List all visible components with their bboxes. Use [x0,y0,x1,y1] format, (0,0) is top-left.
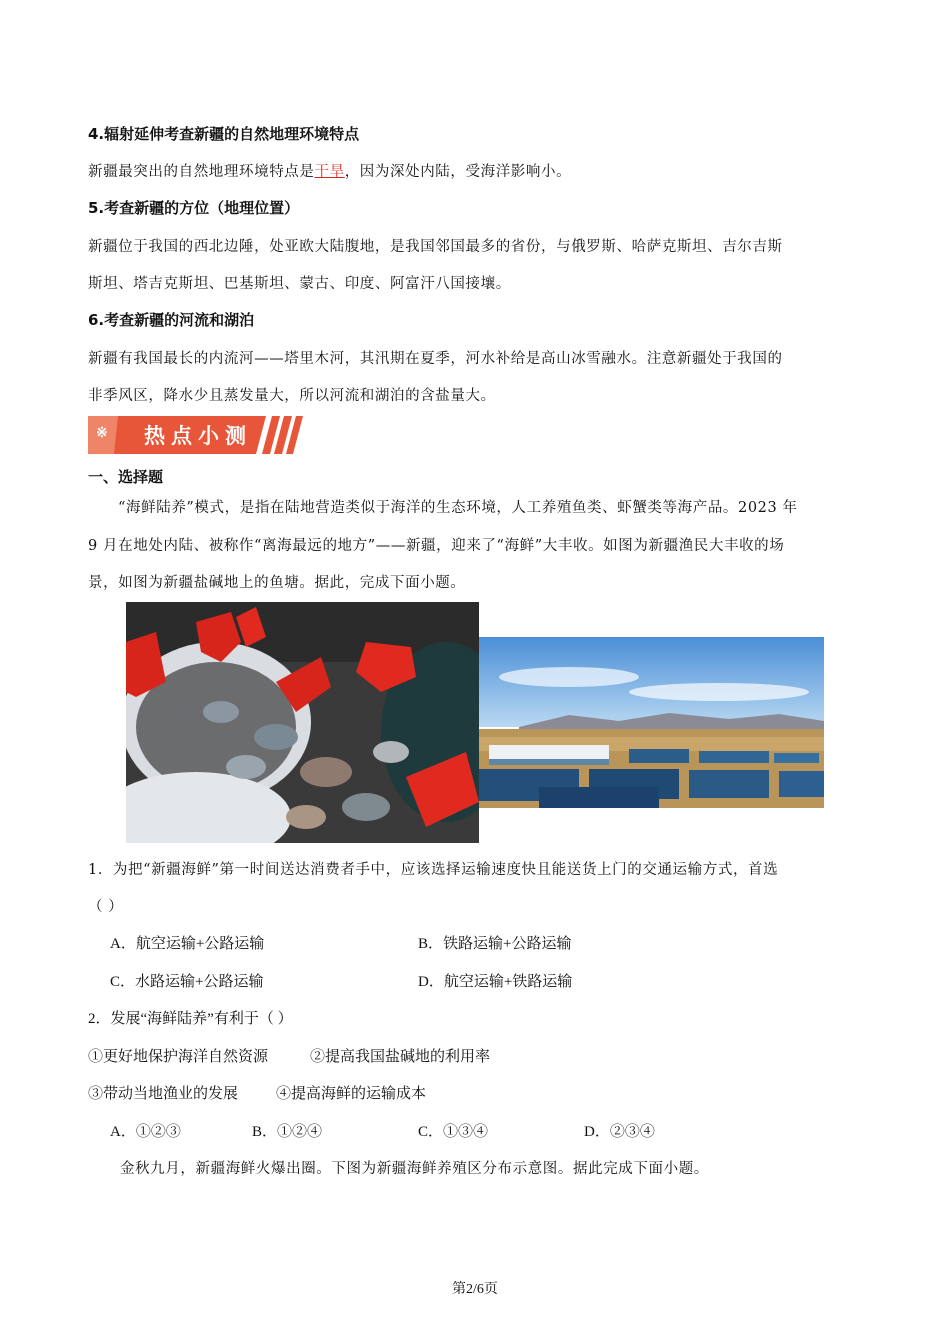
banner-star-icon: ※ [96,425,108,441]
question-2-statement-1: ①更好地保护海洋自然资源 [88,1049,269,1065]
crab-harvest-photo [126,602,479,843]
question-1-option-a: A．航空运输+公路运输 [110,936,265,952]
quiz-intro-line-3: 景，如图为新疆盐碱地上的鱼塘。据此，完成下面小题。 [88,575,466,591]
quiz-intro-line-2: 9 月在地处内陆、被称作“离海最远的地方”——新疆，迎来了“海鲜”大丰收。如图为新疆渔民大丰收的场 [88,538,785,554]
section-4-text-after: ，因为深处内陆，受海洋影响小。 [344,164,572,180]
question-2-option-c: C．①③④ [418,1124,489,1140]
question-2-option-d: D．②③④ [584,1124,655,1140]
hot-topic-banner [88,416,303,454]
page-number: 第2/6页 [452,1282,498,1297]
fish-pond-photo [479,637,824,808]
question-1-option-d: D．航空运输+铁路运输 [418,974,573,990]
banner-title: 热点小测 [144,424,252,448]
next-question-intro: 金秋九月，新疆海鲜火爆出圈。下图为新疆海鲜养殖区分布示意图。据此完成下面小题。 [120,1161,709,1177]
section-5-line-2: 斯坦、塔吉克斯坦、巴基斯坦、蒙古、印度、阿富汗八国接壤。 [88,276,511,292]
question-2-statement-3: ③带动当地渔业的发展 [88,1086,239,1102]
section-6-line-1: 新疆有我国最长的内流河——塔里木河，其汛期在夏季，河水补给是高山冰雪融水。注意新疆处于我国的 [88,351,783,367]
question-1-stem-line-1: 1．为把“新疆海鲜”第一时间送达消费者手中，应该选择运输速度快且能送货上门的交通运输方式，首选 [88,862,779,878]
section-4-text-before: 新疆最突出的自然地理环境特点是 [88,164,315,180]
section-4-highlight: 干旱 [314,164,345,180]
question-1-option-c: C．水路运输+公路运输 [110,974,264,990]
question-2-stem: 2．发展“海鲜陆养”有利于（ ） [88,1011,293,1027]
quiz-intro-line-1: “海鲜陆养”模式，是指在陆地营造类似于海洋的生态环境，人工养殖鱼类、虾蟹类等海产品。2023 年 [118,500,798,516]
section-6-heading: 6.考查新疆的河流和湖泊 [88,311,255,329]
question-2-option-b: B．①②④ [252,1124,323,1140]
question-2-option-a: A．①②③ [110,1124,181,1140]
section-6-line-2: 非季风区，降水少且蒸发量大，所以河流和湖泊的含盐量大。 [88,388,496,404]
question-2-statement-2: ②提高我国盐碱地的利用率 [310,1049,491,1065]
section-5-heading: 5.考查新疆的方位（地理位置） [88,199,300,217]
question-1-option-b: B．铁路运输+公路运输 [418,936,572,952]
question-2-statement-4: ④提高海鲜的运输成本 [276,1086,427,1102]
question-1-stem-line-2: （ ） [88,899,124,915]
section-5-line-1: 新疆位于我国的西北边陲，处亚欧大陆腹地，是我国邻国最多的省份，与俄罗斯、哈萨克斯坦、吉尔吉斯 [88,239,783,255]
quiz-section-title: 一、选择题 [88,468,164,486]
section-4-text [88,160,571,181]
section-4-heading: 4.辐射延伸考查新疆的自然地理环境特点 [88,125,360,143]
